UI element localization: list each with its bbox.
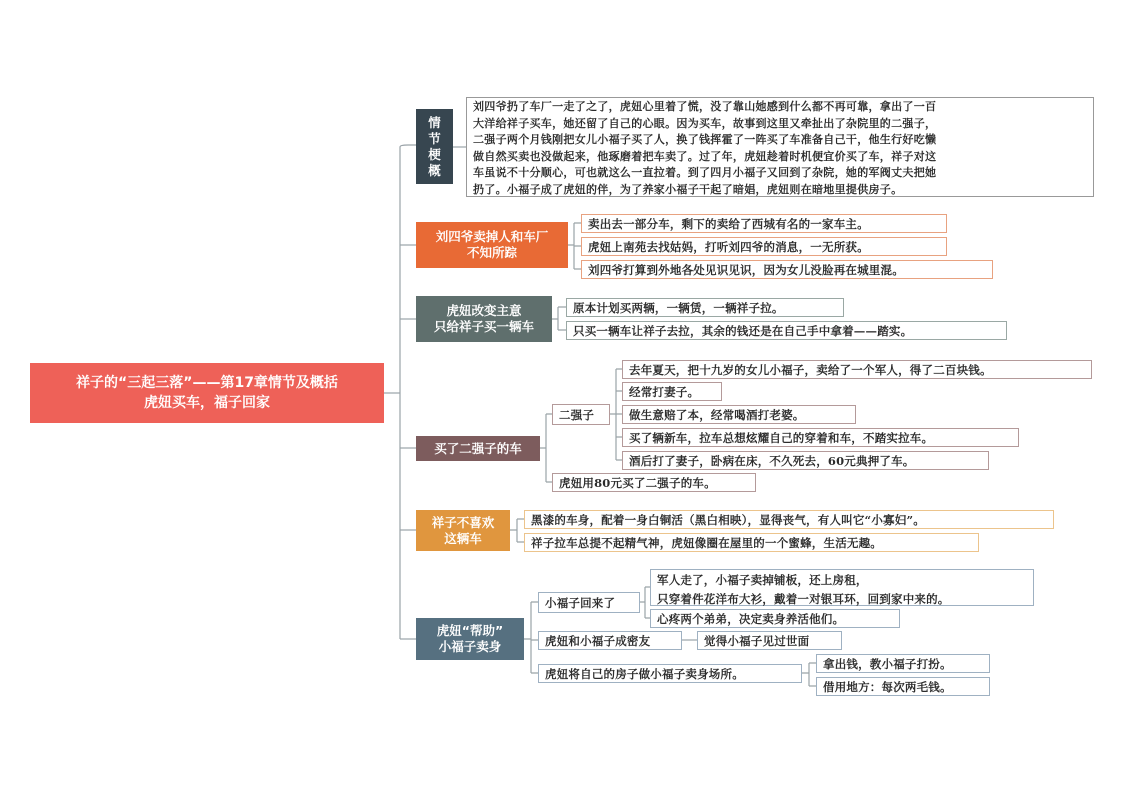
plot-summary-text [466,97,1094,197]
leaf-node: 去年夏天，把十九岁的女儿小福子，卖给了一个军人，得了二百块钱。 [622,360,1092,379]
leaf-line: 只穿着件花洋布大衫，戴着一对银耳环，回到家中来的。 [657,592,950,606]
branch-plot-char: 梗 [428,146,441,162]
branch-label-line: 小福子卖身 [438,639,502,654]
branch-label-line: 祥子不喜欢 [431,514,495,530]
leaf-node: 黑漆的车身，配着一身白铜活（黑白相映），显得丧气，有人叫它“小寡妇”。 [524,510,1054,529]
leaf-node: 祥子拉车总提不起精气神，虎妞像圈在屋里的一个蜜蜂，生活无趣。 [524,533,979,552]
branch-huniu-change-mind [416,296,552,342]
summary-line: 做自然买卖也没做起来，他琢磨着把车卖了。过了年，虎妞趁着时机便宜价买了车，祥子对这 [473,149,937,163]
branch-xiangzi-dislikes-car [416,510,510,551]
leaf-node: 酒后打了妻子，卧病在床，不久死去，60元典押了车。 [622,451,989,470]
branch-huniu-helps-xiaofuzi [416,618,524,660]
leaf-node: 借用地方：每次两毛钱。 [816,677,990,696]
branch-label-line: 虎妞“帮助” [436,623,504,638]
leaf-node [650,569,1034,606]
connector-line [802,663,816,686]
connector-line [552,307,566,330]
sub-node-erqiangzi: 二强子 [552,404,610,425]
summary-line: 二强子两个月钱刚把女儿小福子买了人，换了钱挥霍了一阵买了车准备自己干，他生行好吃懒 [473,133,937,146]
branch-liu-sold-factory [416,222,568,268]
summary-line: 大洋给祥子买车，她还留了自己的心眼。因为买车，故事到这里又牵扯出了杂院里的二强子， [473,116,937,130]
connector-line [524,602,538,673]
connector-line [540,414,552,482]
leaf-node: 拿出钱，教小福子打扮。 [816,654,990,673]
leaf-node: 买了辆新车，拉车总想炫耀自己的穿着和车，不踏实拉车。 [622,428,1019,447]
branch-label-line: 刘四爷卖掉人和车厂 [435,229,549,244]
leaf-node: 觉得小福子见过世面 [697,631,842,650]
root-title-line-1: 祥子的“三起三落”——第17章情节及概括 [76,375,338,391]
leaf-node: 做生意赔了本，经常喝酒打老婆。 [622,405,856,424]
connector-line [568,223,581,269]
leaf-node: 经常打妻子。 [622,382,722,401]
connector-line [400,145,416,147]
summary-line: 车虽说不十分顺心，可也就这么一直拉着。到了四月小福子又回到了杂院，她的军阀丈夫把她 [473,166,937,179]
branch-label-line: 虎妞改变主意 [446,303,522,318]
leaf-node: 虎妞用80元买了二强子的车。 [552,473,756,492]
branch-label-line: 买了二强子的车 [434,440,522,456]
connector-line [610,369,622,460]
branch-bought-erqiangzi-car [416,436,540,461]
root-title-line-2: 虎妞买车，福子回家 [143,395,270,411]
sub-node-house-as-venue: 虎妞将自己的房子做小福子卖身场所。 [538,664,802,683]
leaf-line: 军人走了，小福子卖掉铺板，还上房租， [657,573,868,587]
leaf-node: 心疼两个弟弟，决定卖身养活他们。 [650,609,900,628]
summary-line: 扔了。小福子成了虎妞的伴，为了养家小福子干起了暗娼，虎妞则在暗地里提供房子。 [473,182,903,196]
leaf-node: 虎妞上南苑去找姑妈，打听刘四爷的消息，一无所获。 [581,237,947,256]
branch-label-line: 这辆车 [444,530,482,546]
branch-plot-char: 概 [428,162,441,178]
leaf-node: 只买一辆车让祥子去拉，其余的钱还是在自己手中拿着——踏实。 [566,321,1007,340]
leaf-node: 原本计划买两辆，一辆赁，一辆祥子拉。 [566,298,844,317]
root-topic [30,363,384,423]
leaf-node: 卖出去一部分车，剩下的卖给了西城有名的一家车主。 [581,214,947,233]
branch-plot-char: 节 [428,130,441,146]
sub-node-xiaofuzi-returns: 小福子回来了 [538,592,640,613]
connector-line [510,519,524,542]
branch-plot-summary [416,109,453,184]
branch-label-line: 只给祥子买一辆车 [433,319,534,334]
leaf-node: 刘四爷打算到外地各处见识见识，因为女儿没脸再在城里混。 [581,260,993,279]
sub-node-close-friends: 虎妞和小福子成密友 [538,631,682,650]
branch-plot-char: 情 [428,114,441,130]
connector-line [640,587,650,618]
branch-label-line: 不知所踪 [466,245,517,260]
summary-line: 刘四爷扔了车厂一走了之了，虎妞心里着了慌，没了靠山她感到什么都不再可靠，拿出了一百 [473,100,937,113]
